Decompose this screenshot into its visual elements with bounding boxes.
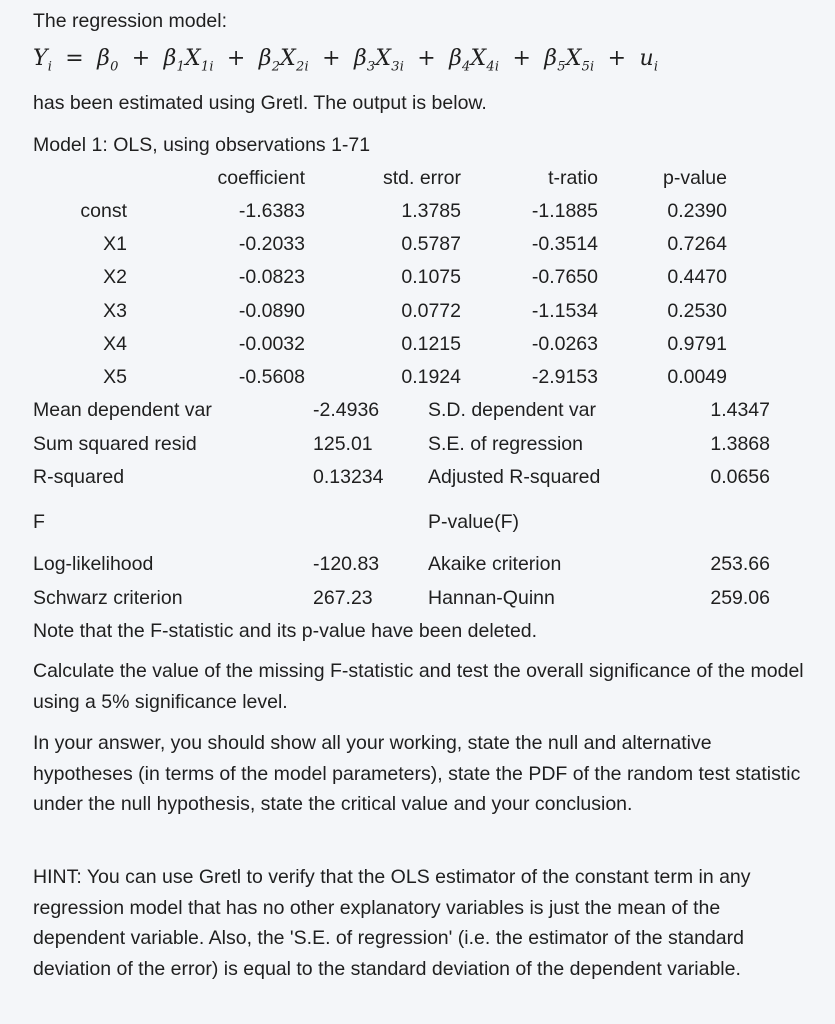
- row-std-error: 0.1924: [401, 366, 461, 388]
- f-label: F: [33, 511, 45, 533]
- row-t-ratio: -0.0263: [531, 333, 598, 355]
- eq-lhs: $Y_i$: [33, 46, 53, 75]
- row-std-error: 0.1075: [401, 266, 461, 288]
- row-t-ratio: -2.9153: [531, 366, 598, 388]
- header-coefficient: coefficient: [217, 167, 305, 189]
- mean-dep-label: Mean dependent var: [33, 399, 212, 421]
- header-std-error: std. error: [382, 167, 461, 189]
- row-std-error: 0.0772: [401, 300, 461, 322]
- row-p-value: 0.2390: [667, 200, 727, 222]
- adj-r2-value: 0.0656: [710, 466, 770, 488]
- row-std-error: 0.1215: [401, 333, 461, 355]
- question-text: Calculate the value of the missing F-statistic and test the overall significance of the model using a 5% significance level.: [33, 660, 804, 713]
- r2-value: 0.13234: [313, 466, 384, 488]
- row-name: X4: [103, 333, 127, 355]
- row-p-value: 0.2530: [667, 300, 727, 322]
- row-std-error: 1.3785: [401, 200, 461, 222]
- sd-dep-value: 1.4347: [710, 399, 770, 421]
- row-p-value: 0.7264: [667, 233, 727, 255]
- r2-label: R-squared: [33, 466, 125, 488]
- ssr-label: Sum squared resid: [33, 433, 197, 455]
- se-reg-label: S.E. of regression: [428, 433, 583, 455]
- eq-term-2: $\beta_2X_{2i}$: [258, 46, 309, 75]
- row-coefficient: -0.2033: [238, 233, 305, 255]
- intro-text: The regression model:: [33, 10, 228, 32]
- header-p-value: p-value: [663, 167, 727, 189]
- row-coefficient: -0.0823: [238, 266, 305, 288]
- aic-label: Akaike criterion: [428, 553, 562, 575]
- se-reg-value: 1.3868: [710, 433, 770, 455]
- eq-term-5: $\beta_5X_{5i}$: [544, 46, 595, 75]
- mean-dep-value: -2.4936: [313, 399, 380, 421]
- row-p-value: 0.0049: [667, 366, 727, 388]
- row-t-ratio: -1.1534: [531, 300, 598, 322]
- eq-term-4: $\beta_4X_{4i}$: [449, 46, 500, 75]
- eq-term-3: $\beta_3X_{3i}$: [353, 46, 405, 75]
- model-title: Model 1: OLS, using observations 1-71: [33, 134, 371, 156]
- loglik-label: Log-likelihood: [33, 553, 154, 575]
- row-name: X2: [103, 266, 127, 288]
- hint-text: HINT: You can use Gretl to verify that the OLS estimator of the constant term in any regression model that has no other explanatory variables is just the mean of the dependent variable. Also, the 'S.E. of regression' (i.e. the estimator of the standard deviation of the error) is equal to the standard deviation of the dependent variable.: [33, 866, 751, 980]
- sd-dep-label: S.D. dependent var: [428, 399, 597, 421]
- ssr-value: 125.01: [313, 433, 373, 455]
- row-p-value: 0.9791: [667, 333, 727, 355]
- row-coefficient: -0.0890: [238, 300, 305, 322]
- row-name: const: [80, 200, 127, 222]
- header-t-ratio: t-ratio: [548, 167, 598, 189]
- row-name: X3: [103, 300, 127, 322]
- eq-term-6: $u_i$: [639, 46, 659, 75]
- bic-value: 267.23: [313, 587, 373, 609]
- row-name: X1: [103, 233, 127, 255]
- loglik-value: -120.83: [313, 553, 380, 575]
- hq-value: 259.06: [710, 587, 770, 609]
- p-value-f-label: P-value(F): [428, 511, 520, 533]
- instructions-text: In your answer, you should show all your working, state the null and alternative hypotheses (in terms of the model parameters), state the PDF of the random test statistic under the null hypothesis, state the critical value and your conclusion.: [33, 732, 801, 815]
- aic-value: 253.66: [710, 553, 770, 575]
- estimated-text: has been estimated using Gretl. The output is below.: [33, 92, 487, 114]
- regression-equation: $Y_i = \beta_0 + \beta_1X_{1i} + \beta_2X_{2i} + \beta_3X_{3i} + \beta_4X_{4i} + \beta_5X_{5i} + u_i$: [33, 46, 659, 75]
- row-std-error: 0.5787: [401, 233, 461, 255]
- eq-term-0: $\beta_0$: [97, 46, 119, 75]
- note-text: Note that the F-statistic and its p-value have been deleted.: [33, 620, 538, 642]
- row-name: X5: [103, 366, 127, 388]
- row-t-ratio: -0.7650: [531, 266, 598, 288]
- adj-r2-label: Adjusted R-squared: [428, 466, 601, 488]
- bic-label: Schwarz criterion: [33, 587, 183, 609]
- row-t-ratio: -1.1885: [531, 200, 598, 222]
- row-t-ratio: -0.3514: [531, 233, 598, 255]
- row-p-value: 0.4470: [667, 266, 727, 288]
- row-coefficient: -1.6383: [238, 200, 305, 222]
- row-coefficient: -0.0032: [238, 333, 305, 355]
- row-coefficient: -0.5608: [238, 366, 305, 388]
- hq-label: Hannan-Quinn: [428, 587, 555, 609]
- eq-term-1: $\beta_1X_{1i}$: [163, 46, 214, 75]
